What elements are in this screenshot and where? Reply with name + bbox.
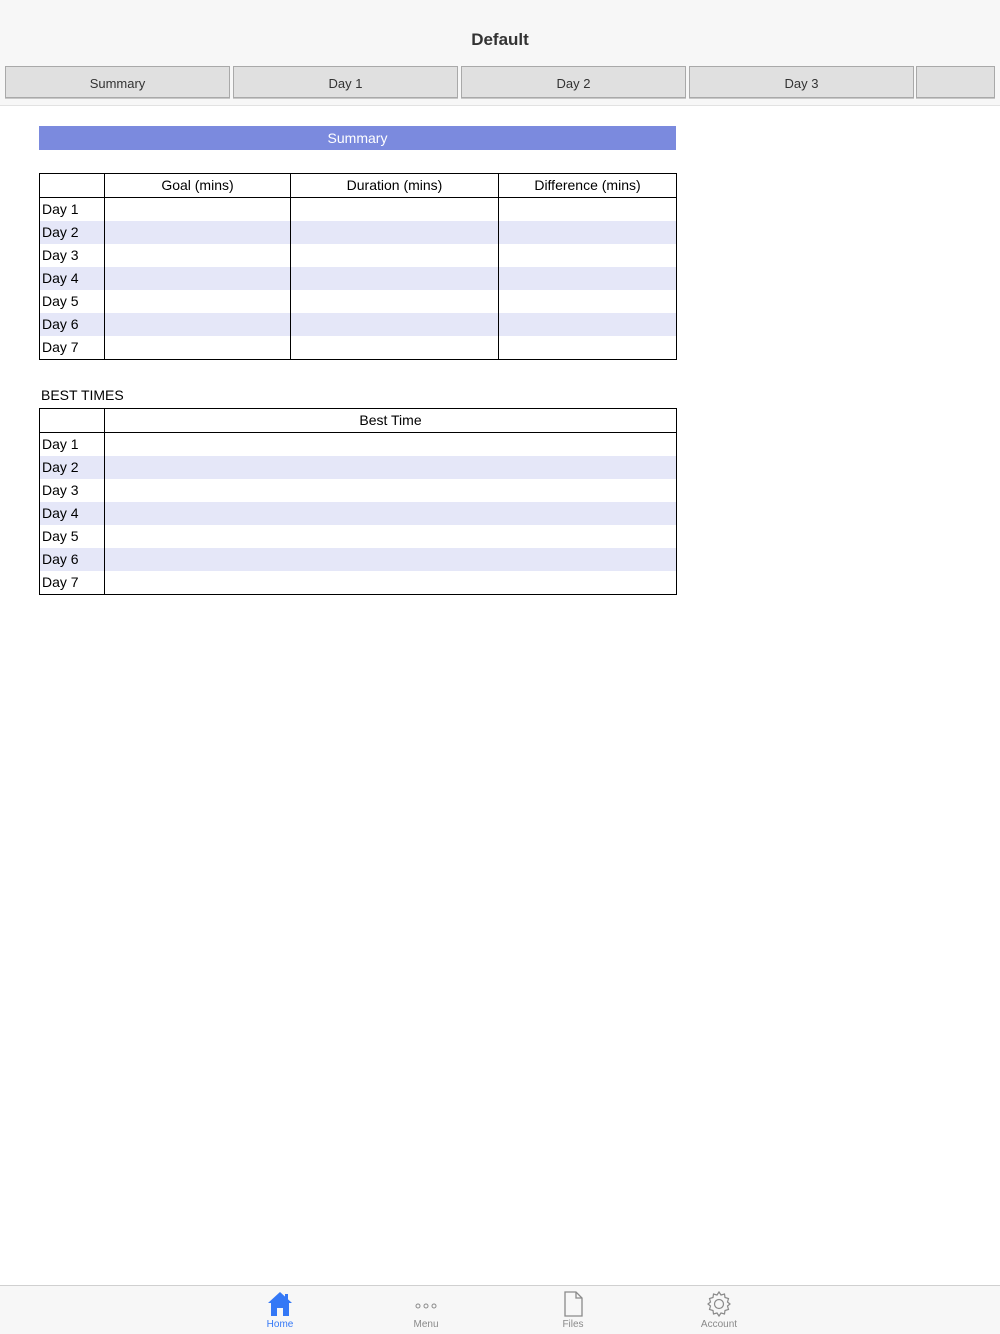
tab-day-2[interactable]: Day 2	[461, 66, 686, 98]
table-row	[40, 571, 677, 595]
best-time-cell[interactable]	[105, 502, 677, 525]
row-label[interactable]: Day 6	[40, 548, 105, 571]
tabbar-label: Account	[700, 1319, 738, 1330]
difference-cell[interactable]	[499, 198, 677, 222]
table-row	[40, 336, 677, 360]
tab-summary[interactable]: Summary	[5, 66, 230, 98]
table-row	[40, 502, 677, 525]
column-header[interactable]	[40, 409, 105, 433]
column-header-difference[interactable]: Difference (mins)	[499, 174, 677, 198]
best-times-table	[39, 408, 677, 595]
table-row	[40, 525, 677, 548]
difference-cell[interactable]	[499, 267, 677, 290]
row-label[interactable]: Day 2	[40, 456, 105, 479]
column-header-duration[interactable]: Duration (mins)	[291, 174, 499, 198]
difference-cell[interactable]	[499, 244, 677, 267]
summary-table	[39, 173, 677, 360]
duration-cell[interactable]	[291, 313, 499, 336]
best-time-cell[interactable]	[105, 571, 677, 595]
best-times-title: BEST TIMES	[41, 387, 124, 403]
summary-banner: Summary	[39, 126, 676, 150]
file-icon	[533, 1290, 613, 1320]
row-label[interactable]: Day 5	[40, 525, 105, 548]
row-label[interactable]: Day 3	[40, 244, 105, 267]
spreadsheet-content	[39, 126, 676, 595]
tab-day-3[interactable]: Day 3	[689, 66, 914, 98]
goal-cell[interactable]	[105, 267, 291, 290]
row-label[interactable]: Day 4	[40, 502, 105, 525]
tabbar-label: Home	[266, 1319, 294, 1330]
best-time-cell[interactable]	[105, 433, 677, 457]
goal-cell[interactable]	[105, 290, 291, 313]
table-row	[40, 221, 677, 244]
best-time-cell[interactable]	[105, 456, 677, 479]
summary-header-row	[40, 174, 677, 198]
difference-cell[interactable]	[499, 290, 677, 313]
tabbar-menu[interactable]	[386, 1286, 466, 1334]
gear-icon	[679, 1290, 759, 1320]
tab-partial[interactable]	[916, 66, 995, 98]
tabbar-account[interactable]	[679, 1286, 759, 1334]
bottom-tab-bar	[0, 1285, 1000, 1334]
best-time-cell[interactable]	[105, 525, 677, 548]
table-row	[40, 244, 677, 267]
row-label[interactable]: Day 5	[40, 290, 105, 313]
table-row	[40, 548, 677, 571]
goal-cell[interactable]	[105, 244, 291, 267]
table-row	[40, 479, 677, 502]
row-label[interactable]: Day 4	[40, 267, 105, 290]
tabbar-home[interactable]	[240, 1286, 320, 1334]
row-label[interactable]: Day 1	[40, 433, 105, 457]
duration-cell[interactable]	[291, 221, 499, 244]
table-row	[40, 456, 677, 479]
column-header[interactable]	[40, 174, 105, 198]
column-header-best-time[interactable]: Best Time	[105, 409, 677, 433]
difference-cell[interactable]	[499, 221, 677, 244]
row-label[interactable]: Day 6	[40, 313, 105, 336]
goal-cell[interactable]	[105, 313, 291, 336]
best-time-cell[interactable]	[105, 479, 677, 502]
home-icon	[240, 1290, 320, 1320]
duration-cell[interactable]	[291, 244, 499, 267]
row-label[interactable]: Day 1	[40, 198, 105, 222]
page-title: Default	[471, 30, 529, 49]
row-label[interactable]: Day 3	[40, 479, 105, 502]
difference-cell[interactable]	[499, 336, 677, 360]
duration-cell[interactable]	[291, 267, 499, 290]
sheet-tab-strip[interactable]	[0, 62, 1000, 106]
duration-cell[interactable]	[291, 290, 499, 313]
tabbar-label: Files	[562, 1319, 584, 1330]
duration-cell[interactable]	[291, 336, 499, 360]
tabbar-label: Menu	[413, 1319, 439, 1330]
row-label[interactable]: Day 7	[40, 336, 105, 360]
goal-cell[interactable]	[105, 198, 291, 222]
difference-cell[interactable]	[499, 313, 677, 336]
row-label[interactable]: Day 2	[40, 221, 105, 244]
more-icon	[386, 1290, 466, 1320]
tabbar-files[interactable]	[533, 1286, 613, 1334]
goal-cell[interactable]	[105, 336, 291, 360]
column-header-goal[interactable]: Goal (mins)	[105, 174, 291, 198]
navigation-bar	[0, 0, 1000, 63]
row-label[interactable]: Day 7	[40, 571, 105, 595]
table-row	[40, 290, 677, 313]
goal-cell[interactable]	[105, 221, 291, 244]
table-row	[40, 267, 677, 290]
table-row	[40, 198, 677, 222]
best-times-header-row	[40, 409, 677, 433]
best-time-cell[interactable]	[105, 548, 677, 571]
table-row	[40, 433, 677, 457]
table-row	[40, 313, 677, 336]
duration-cell[interactable]	[291, 198, 499, 222]
tab-day-1[interactable]: Day 1	[233, 66, 458, 98]
